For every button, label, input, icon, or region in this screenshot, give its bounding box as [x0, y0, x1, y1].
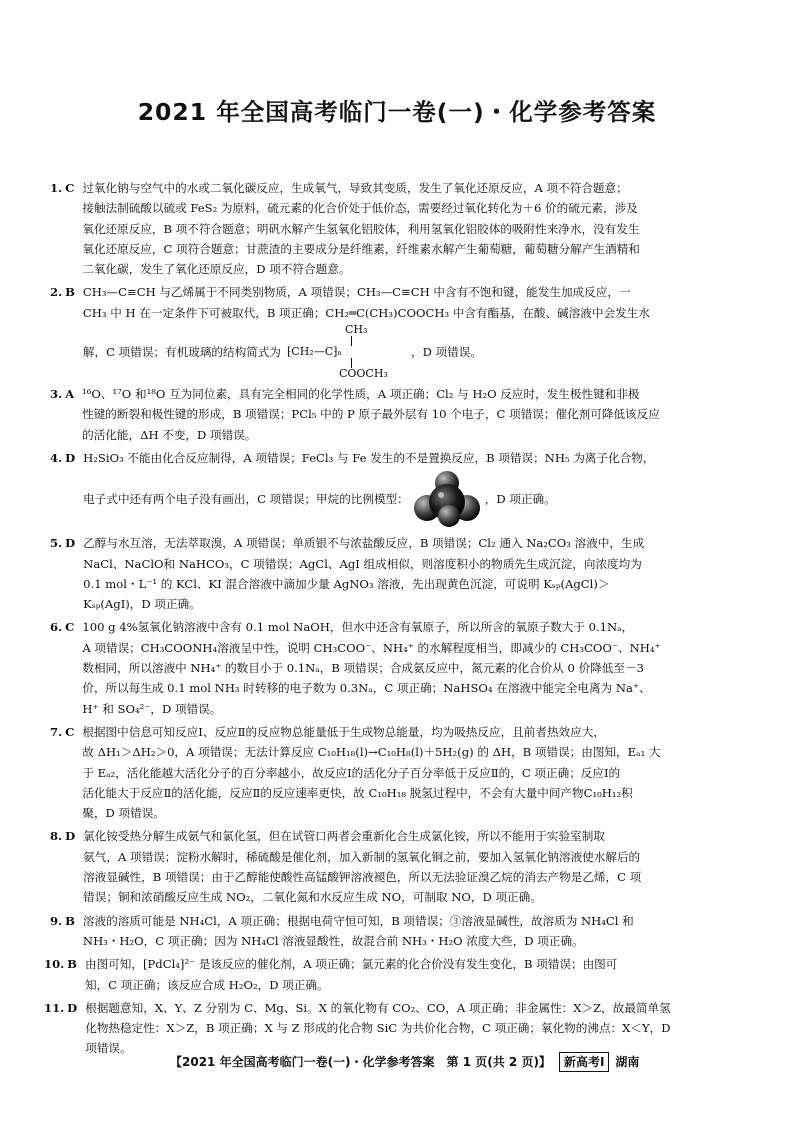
- text-line: 错误；铜和浓硝酸反应生成 NO₂，二氧化氮和水反应生成 NO，可制取 NO，D 项正确。: [83, 890, 542, 905]
- item-answer: D: [67, 1000, 78, 1015]
- item-number: 5. D: [50, 533, 83, 614]
- item-number: 7. C: [50, 722, 82, 823]
- item-answer: B: [67, 957, 77, 972]
- answer-item-8: [50, 826, 765, 907]
- text-line: ¹⁶O、¹⁷O 和¹⁸O 互为同位素，具有完全相同的化学性质，A 项正确；Cl₂ 与 H₂O 反应时，发生极性键和非极: [82, 387, 640, 402]
- structure-bond: [351, 336, 352, 346]
- page-title: 2021 年全国高考临门一卷(一)・化学参考答案: [137, 98, 657, 126]
- text-line: H⁺ 和 SO₄²⁻，D 项错误。: [82, 701, 222, 716]
- item-number: 6. C: [50, 617, 82, 718]
- text-line: 性键的断裂和极性键的形成，B 项错误；PCl₅ 中的 P 原子最外层有 10 个电子，C 项错误；催化剂可降低该反应: [82, 407, 660, 422]
- region-label: 湖南: [615, 1055, 640, 1069]
- footer-text: 【2021 年全国高考临门一卷(一)・化学参考答案 第 1 页(共 2 页)】: [170, 1055, 551, 1069]
- text-line: NH₃・H₂O，C 项正确；因为 NH₄Cl 溶液显酸性，故混合前 NH₃・H₂O 浓度大些，D 项正确。: [82, 933, 584, 948]
- text-line: ，D 项正确。: [484, 492, 556, 507]
- text-line: 于 Eₐ₂，活化能越大活化分子的百分率越小，故反应Ⅰ的活化分子百分率低于反应Ⅱ的，C 项正确；反应Ⅰ的: [82, 765, 621, 780]
- item-explanation: [82, 178, 765, 279]
- item-explanation: [83, 826, 765, 907]
- answer-item-10: [44, 954, 765, 995]
- answer-item-11: [44, 998, 765, 1059]
- item-explanation: [85, 998, 765, 1059]
- structure-methyl-group: CH₃: [344, 323, 368, 337]
- item-answer: A: [65, 387, 75, 402]
- text-line: 电子式中还有两个电子没有画出，C 项错误；甲烷的比例模型：: [83, 492, 409, 507]
- text-line: 知，C 项正确；该反应合成 H₂O₂，D 项正确。: [84, 977, 329, 992]
- item-number: 11. D: [44, 998, 85, 1059]
- exam-type-badge: 新高考Ⅰ: [559, 1052, 609, 1072]
- text-line: 价，所以每生成 0.1 mol NH₃ 时转移的电子数为 0.3Nₐ，C 项正确；NaHSO₄ 在溶液中能完全电离为 Na⁺、: [82, 681, 651, 696]
- text-line: 过氧化钠与空气中的水或二氧化碳反应，生成氧气，导致其变质，发生了氧化还原反应，A 项不符合题意；: [82, 181, 628, 195]
- answer-item-5: [50, 533, 765, 614]
- structure-ester-group: COOCH₃: [338, 367, 388, 381]
- text-line: 氨气，A 项错误；淀粉水解时，稀硫酸是催化剂，加入新制的氢氧化铜之前，要加入氢氧化钠溶液使水解后的: [83, 849, 641, 864]
- item-answer: B: [65, 285, 75, 300]
- text-line: 聚，D 项错误。: [82, 806, 165, 821]
- text-line: CH₃ 中 H 在一定条件下可被取代，B 项正确；CH₂═C(CH₃)COOCH₃ 中含有酯基，在酸、碱溶液中会发生水: [82, 305, 650, 320]
- structure-backbone: ⁅CH₂—C⁆ₙ: [286, 345, 343, 359]
- answer-list: [44, 178, 765, 1062]
- item-number: 4. D: [50, 448, 83, 530]
- text-line: 溶液的溶质可能是 NH₄Cl，A 项正确；根据电荷守恒可知，B 项错误；③溶液显碱性，故溶质为 NH₄Cl 和: [82, 913, 634, 928]
- item-number: 1. C: [50, 178, 82, 279]
- item-explanation: [85, 954, 765, 995]
- polymer-structure-formula: [287, 323, 405, 381]
- item-answer: C: [65, 181, 75, 195]
- text-line: 化物热稳定性：X＞Z，B 项正确；X 与 Z 形成的化合物 SiC 为共价化合物，C 项正确；氧化物的沸点：X＜Y，D: [85, 1021, 671, 1036]
- text-line: 氯化铵受热分解生成氨气和氯化氢，但在试管口两者会重新化合生成氯化铵，所以不能用于实验室制取: [83, 829, 605, 844]
- text-line: 0.1 mol・L⁻¹ 的 KCl、KI 混合溶液中滴加少量 AgNO₃ 溶液，先出现黄色沉淀，可说明 Kₛₚ(AgCl)＞: [83, 576, 610, 591]
- item-number: 9. B: [50, 911, 83, 952]
- text-line: CH₃—C≡CH 与乙烯属于不同类别物质，A 项错误；CH₃—C≡CH 中含有不饱和键，能发生加成反应，一: [82, 285, 631, 300]
- text-line: 乙醇与水互溶，无法萃取溴，A 项错误；单质银不与浓盐酸反应，B 项错误；Cl₂ 通入 Na₂CO₃ 溶液中，生成: [83, 536, 645, 551]
- text-line: 活化能大于反应Ⅱ的活化能，反应Ⅱ的反应速率更快，故 C₁₀H₁₈ 脱氢过程中，不会有大量中间产物C₁₀H₁₂积: [82, 785, 633, 800]
- item-answer: C: [65, 724, 75, 739]
- text-line: 溶液显碱性，B 项错误；由于乙醇能使酸性高锰酸钾溶液褪色，所以无法验证溴乙烷的消去产物是乙烯，C 项: [83, 870, 642, 885]
- item-answer: D: [65, 450, 76, 465]
- item-explanation: [82, 384, 765, 445]
- text-line: H₂SiO₃ 不能由化合反应制得，A 项错误；FeCl₃ 与 Fe 发生的不是置换反应，B 项错误；NH₅ 为离子化合物，: [83, 450, 655, 465]
- item-explanation: [83, 911, 765, 952]
- answer-item-9: [50, 911, 765, 952]
- text-line: 氧化还原反应，C 项符合题意；甘蔗渣的主要成分是纤维素，纤维素水解产生葡萄糖，葡萄糖分解产生酒精和: [82, 241, 640, 256]
- model-line: [83, 468, 765, 530]
- text-line: 的活化能，ΔH 不变，D 项错误。: [82, 427, 257, 442]
- text-line: 数相同，所以溶液中 NH₄⁺ 的数目小于 0.1Nₐ，B 项错误；合成氨反应中，氮元素的化合价从 0 价降低至－3: [82, 661, 644, 676]
- answer-item-6: [50, 617, 765, 718]
- item-number: 8. D: [50, 826, 83, 907]
- item-answer: D: [65, 829, 76, 844]
- text-line: 故 ΔH₁＞ΔH₂＞0，A 项错误；无法计算反应 C₁₀H₁₈(l)→C₁₀H₈(l)＋5H₂(g) 的 ΔH，B 项错误；由图知，Eₐ₁ 大: [82, 745, 661, 760]
- text-line: 项错误。: [85, 1041, 132, 1056]
- page-footer: [170, 1051, 730, 1073]
- text-line: Kₛₚ(AgI)，D 项正确。: [83, 597, 201, 612]
- item-explanation: [83, 533, 765, 614]
- item-answer: C: [65, 620, 75, 635]
- item-explanation: [82, 617, 765, 718]
- answer-item-3: [50, 384, 765, 445]
- text-line: 根据图中信息可知反应Ⅰ、反应Ⅱ的反应物总能量低于生成物总能量，均为吸热反应，且前者热效应大，: [82, 724, 605, 739]
- item-number: 2. B: [50, 282, 83, 381]
- item-explanation: [83, 448, 765, 530]
- item-answer: D: [65, 536, 76, 551]
- text-line: 接触法制硫酸以硫或 FeS₂ 为原料，硫元素的化合价处于低价态，需要经过氧化转化为＋6 价的硫元素，涉及: [82, 201, 638, 216]
- text-line: 解，C 项错误；有机玻璃的结构简式为: [82, 344, 281, 359]
- text-line: 氧化还原反应，B 项不符合题意；明矾水解产生氢氧化铝胶体，利用氢氧化铝胶体的吸附性来净水，没有发生: [82, 221, 640, 236]
- answer-item-4: [50, 448, 765, 530]
- answer-item-1: [50, 178, 765, 279]
- text-line: ，D 项错误。: [410, 344, 482, 359]
- text-line: 二氧化碳，发生了氧化还原反应，D 项不符合题意。: [82, 262, 351, 277]
- item-answer: B: [65, 913, 75, 928]
- text-line: 由图可知，[PdCl₄]²⁻ 是该反应的催化剂，A 项正确；氯元素的化合价没有发生变化，B 项错误；由图可: [84, 957, 618, 972]
- answer-item-2: [50, 282, 765, 381]
- text-line: A 项错误；CH₃COONH₄溶液呈中性，说明 CH₃COO⁻、NH₄⁺ 的水解程度相当，即减少的 CH₃COO⁻、NH₄⁺: [82, 640, 661, 655]
- methane-space-filling-model-image: [413, 470, 481, 528]
- text-line: NaCl、NaClO和 NaHCO₃，C 项错误；AgCl、AgI 组成相似，则溶度积小的物质先生成沉淀，向浓度均为: [83, 556, 642, 571]
- item-explanation: [83, 282, 765, 381]
- item-explanation: [82, 722, 765, 823]
- item-number: 10. B: [44, 954, 85, 995]
- item-number: 3. A: [50, 384, 82, 445]
- text-line: 100 g 4%氢氧化钠溶液中含有 0.1 mol NaOH，但水中还含有氧原子，所以所含的氧原子数大于 0.1Nₐ，: [82, 620, 634, 635]
- answer-item-7: [50, 722, 765, 823]
- structure-line: [83, 323, 765, 381]
- text-line: 根据题意知，X、Y、Z 分别为 C、Mg、Si。X 的氧化物有 CO₂、CO，A 项正确；非金属性：X＞Z，故最简单氢: [85, 1000, 671, 1015]
